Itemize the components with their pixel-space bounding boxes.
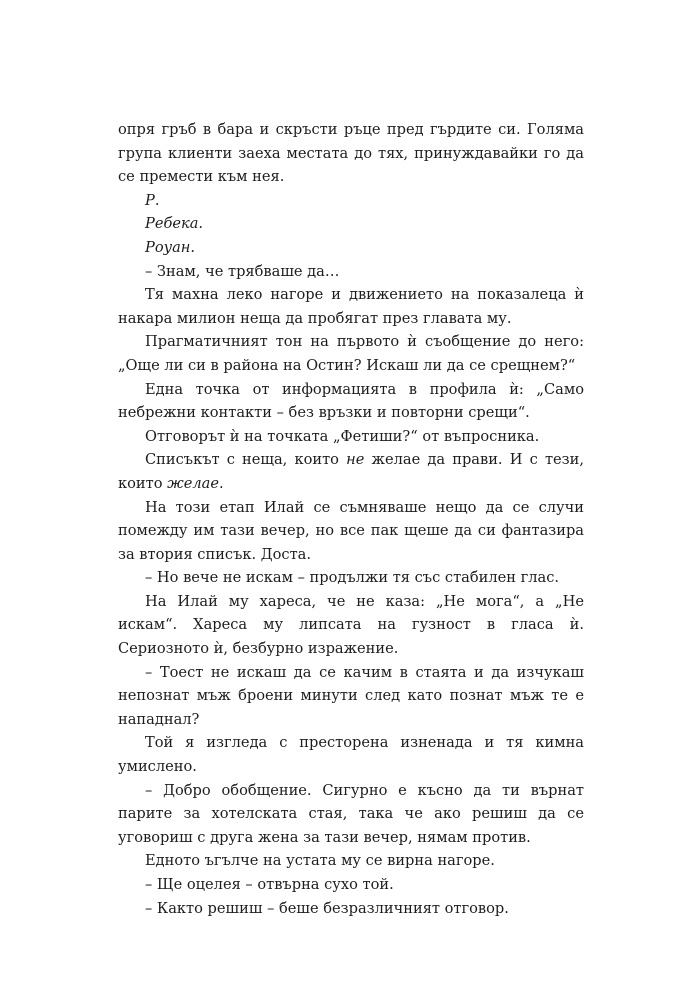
emphasis: не (346, 451, 365, 469)
paragraph: – Както решиш – беше безразличният отговор. (145, 899, 509, 917)
paragraph: На Илай му хареса, че не каза: „Не мога“, а „Не искам“. Хареса му липсата на гузност в гласа ѝ. Сериозното ѝ, безбурно изражение. (118, 592, 584, 658)
paragraph: Прагматичният тон на първото ѝ съобщение до него: „Още ли си в района на Остин? Искаш ли да се срещнем?“ (118, 333, 584, 374)
paragraph: – Ще оцелея – отвърна сухо той. (145, 876, 394, 893)
paragraph: Ребека. (145, 215, 204, 233)
paragraph: Той я изгледа с престорена изненада и тя кимна умислено. (118, 734, 584, 776)
paragraph: – Добро обобщение. Сигурно е късно да ти върнат парите за хотелската стая, така че ако решиш да се уговориш с друга жена за тази вечер, нямам против. (118, 781, 584, 846)
emphasis: желае (167, 474, 219, 492)
paragraph: Списъкът с неща, които не желае да прави. И с тези, които желае. (118, 451, 584, 492)
paragraph: Отговорът ѝ на точката „Фетиши?“ от въпросника. (145, 427, 540, 445)
book-page (118, 118, 584, 920)
paragraph: – Знам, че трябваше да… (145, 262, 340, 280)
paragraph: Тя махна леко нагоре и движението на показалеца ѝ накара милион неща да пробягат през главата му. (118, 286, 584, 327)
paragraph: Едното ъгълче на устата му се вирна нагоре. (145, 852, 495, 870)
paragraph: – Но вече не искам – продължи тя със стабилен глас. (145, 569, 560, 587)
paragraph: – Тоест не искаш да се качим в стаята и да изчукаш непознат мъж броени минути след като познат мъж те е нападнал? (118, 663, 584, 728)
paragraph: Една точка от информацията в профила ѝ: „Само небрежни контакти – без връзки и повторни срещи“. (118, 380, 584, 422)
paragraph: опря гръб в бара и скръсти ръце пред гърдите си. Голяма група клиенти заеха местата до тях, принуждавайки го да се премести към нея. (118, 121, 584, 186)
paragraph: Р. (145, 191, 160, 209)
paragraph: Роуан. (145, 238, 196, 256)
paragraph: На този етап Илай се съмняваше нещо да се случи помежду им тази вечер, но все пак щеше да си фантазира за втория списък. Доста. (118, 498, 584, 563)
